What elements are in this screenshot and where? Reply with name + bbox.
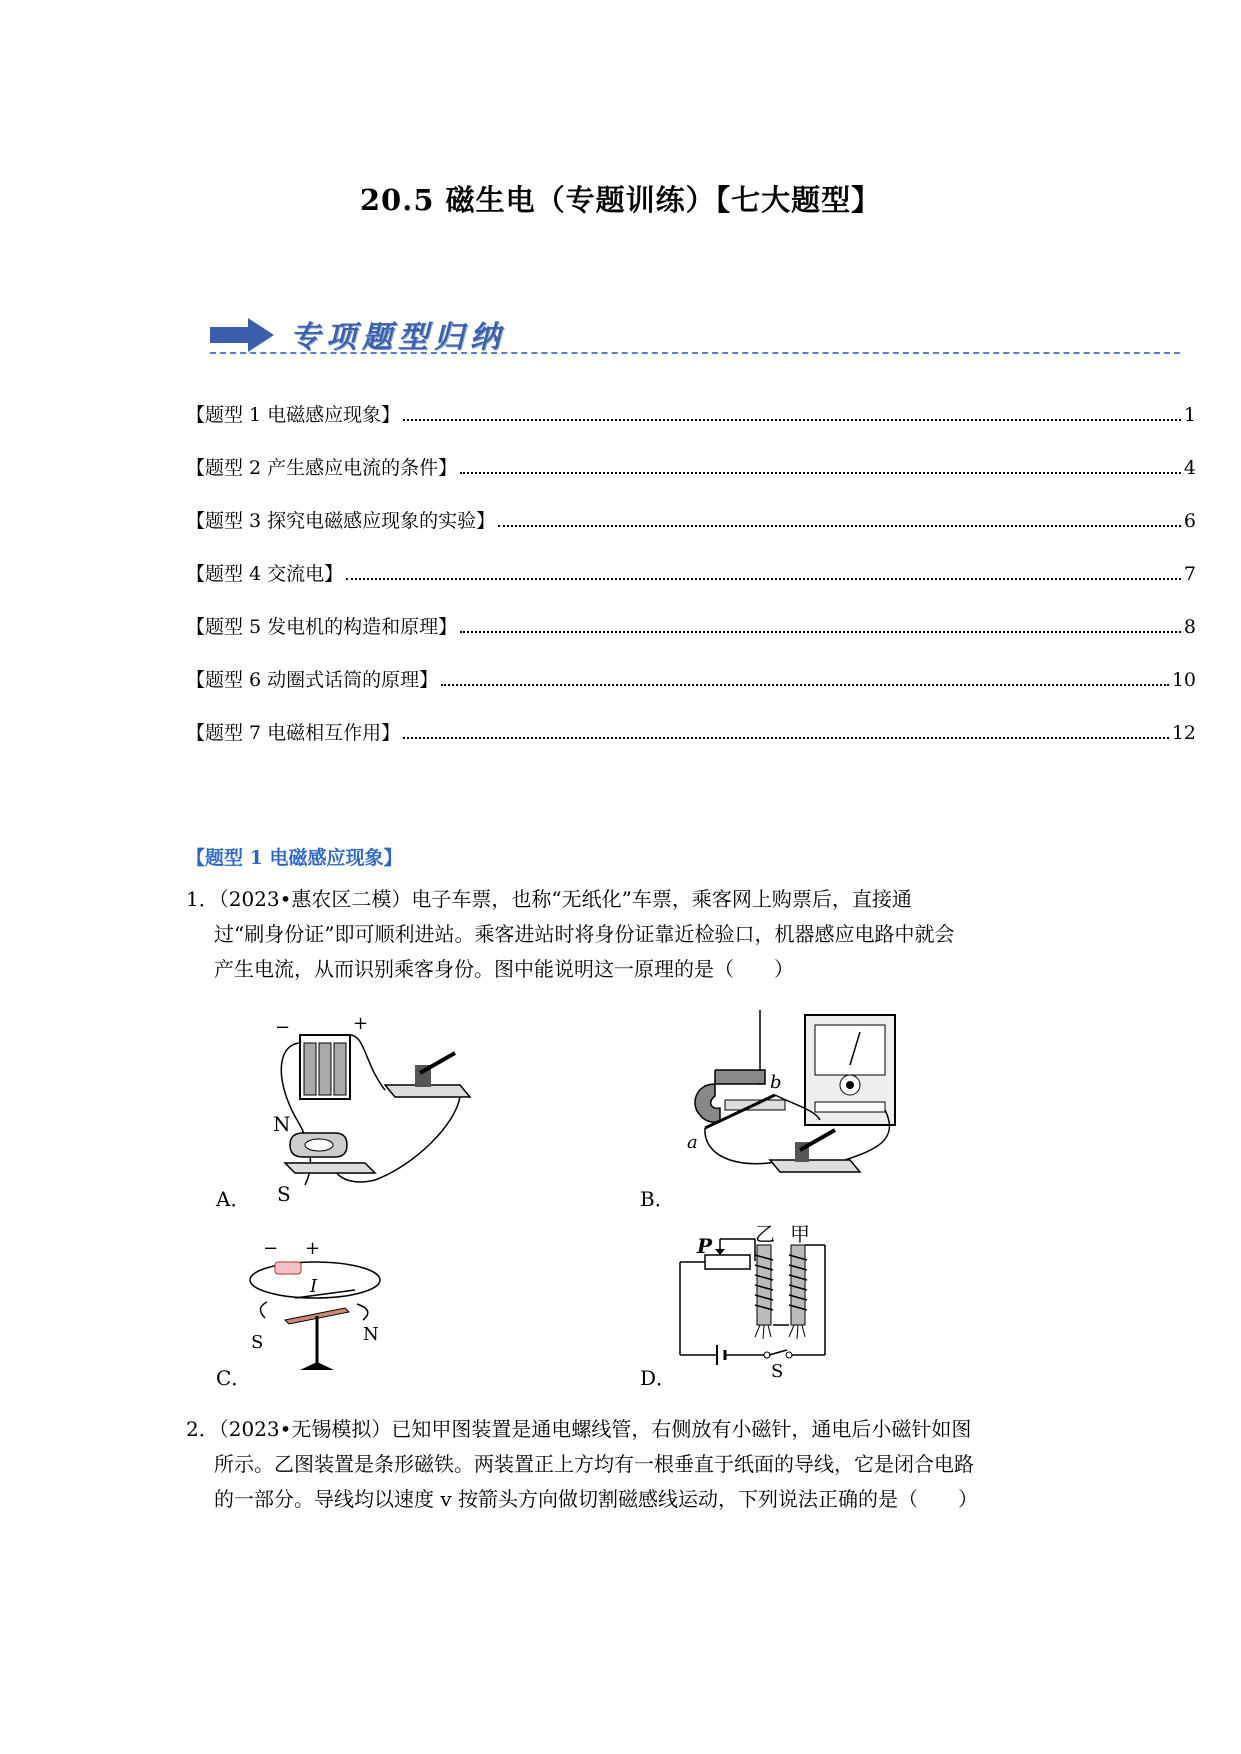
toc-leader — [498, 510, 1181, 527]
south-pole-label: S — [277, 1182, 291, 1205]
toc-entry[interactable] — [186, 559, 1196, 589]
yi-label: 乙 — [755, 1225, 775, 1246]
right-arrow-icon — [210, 318, 274, 352]
point-b-label: b — [770, 1072, 782, 1093]
toc-label: 【题型 4 交流电】 — [186, 563, 344, 585]
toc-entry[interactable] — [186, 506, 1196, 536]
toc-page-number: 12 — [1171, 722, 1196, 744]
question-1 — [186, 882, 1056, 987]
toc-leader — [346, 563, 1181, 580]
toc-page-number: 8 — [1183, 616, 1196, 638]
option-b-label[interactable]: B． — [640, 1187, 675, 1211]
point-a-label: a — [687, 1132, 698, 1153]
toc-page-number: 10 — [1171, 669, 1196, 691]
toc-entry[interactable] — [186, 400, 1196, 430]
toc-leader — [403, 404, 1181, 421]
plus-label: + — [353, 1015, 369, 1034]
toc-page-number: 7 — [1183, 563, 1196, 585]
question-line: 1．（2023•惠农区二模）电子车票，也称“无纸化”车票，乘客网上购票后，直接通 — [186, 887, 912, 911]
toc-entry[interactable] — [186, 665, 1196, 695]
toc-entry[interactable] — [186, 718, 1196, 748]
question-line: 过“刷身份证”即可顺利进站。乘客进站时将身份证靠近检验口，机器感应电路中就会 — [214, 922, 955, 946]
minus-label: − — [263, 1240, 279, 1259]
south-pole-label: S — [251, 1332, 264, 1353]
question-line: 2．（2023•无锡模拟）已知甲图装置是通电螺线管，右侧放有小磁针，通电后小磁针如图 — [186, 1417, 972, 1441]
toc-label: 【题型 7 电磁相互作用】 — [186, 722, 401, 744]
toc-page-number: 4 — [1183, 457, 1196, 479]
minus-label: − — [275, 1017, 291, 1038]
plus-label: + — [305, 1240, 321, 1259]
figure-c-oersted-experiment — [245, 1240, 395, 1380]
question-2 — [186, 1412, 1056, 1517]
toc-label: 【题型 5 发电机的构造和原理】 — [186, 616, 458, 638]
north-pole-label: N — [273, 1112, 291, 1136]
toc-label: 【题型 3 探究电磁感应现象的实验】 — [186, 510, 496, 532]
page-title: 20.5 磁生电（专题训练）【七大题型】 — [359, 183, 882, 217]
banner-title: 专项题型归纳 — [290, 320, 506, 355]
toc-leader — [441, 669, 1169, 686]
slider-p-label: P — [697, 1234, 713, 1258]
question-line: 产生电流，从而识别乘客身份。图中能说明这一原理的是（ ） — [214, 957, 794, 981]
option-d-label[interactable]: D． — [640, 1366, 677, 1390]
toc-label: 【题型 6 动圈式话筒的原理】 — [186, 669, 439, 691]
toc-label: 【题型 1 电磁感应现象】 — [186, 404, 401, 426]
banner-divider — [210, 352, 1180, 354]
toc-page-number: 1 — [1183, 404, 1196, 426]
current-label: I — [310, 1276, 318, 1297]
section-banner — [210, 312, 1180, 360]
toc-label: 【题型 2 产生感应电流的条件】 — [186, 457, 458, 479]
jia-label: 甲 — [790, 1225, 810, 1246]
option-a-label[interactable]: A． — [216, 1187, 251, 1211]
question-line: 的一部分。导线均以速度 v 按箭头方向做切割磁感线运动，下列说法正确的是（ ） — [214, 1487, 979, 1511]
toc-entry[interactable] — [186, 612, 1196, 642]
toc-leader — [460, 457, 1181, 474]
option-c-label[interactable]: C． — [216, 1366, 252, 1390]
question-line: 所示。乙图装置是条形磁铁。两装置正上方均有一根垂直于纸面的导线，它是闭合电路 — [214, 1452, 974, 1476]
section-heading: 【题型 1 电磁感应现象】 — [186, 847, 403, 869]
figure-a-motor-circuit — [255, 1015, 490, 1205]
figure-b-galvanometer-circuit — [675, 1010, 905, 1205]
toc-page-number: 6 — [1183, 510, 1196, 532]
toc-entry[interactable] — [186, 453, 1196, 483]
figure-d-electromagnets — [675, 1225, 845, 1380]
north-pole-label: N — [363, 1324, 379, 1345]
toc-leader — [460, 616, 1181, 633]
toc-leader — [403, 722, 1169, 739]
switch-s-label: S — [771, 1361, 784, 1380]
